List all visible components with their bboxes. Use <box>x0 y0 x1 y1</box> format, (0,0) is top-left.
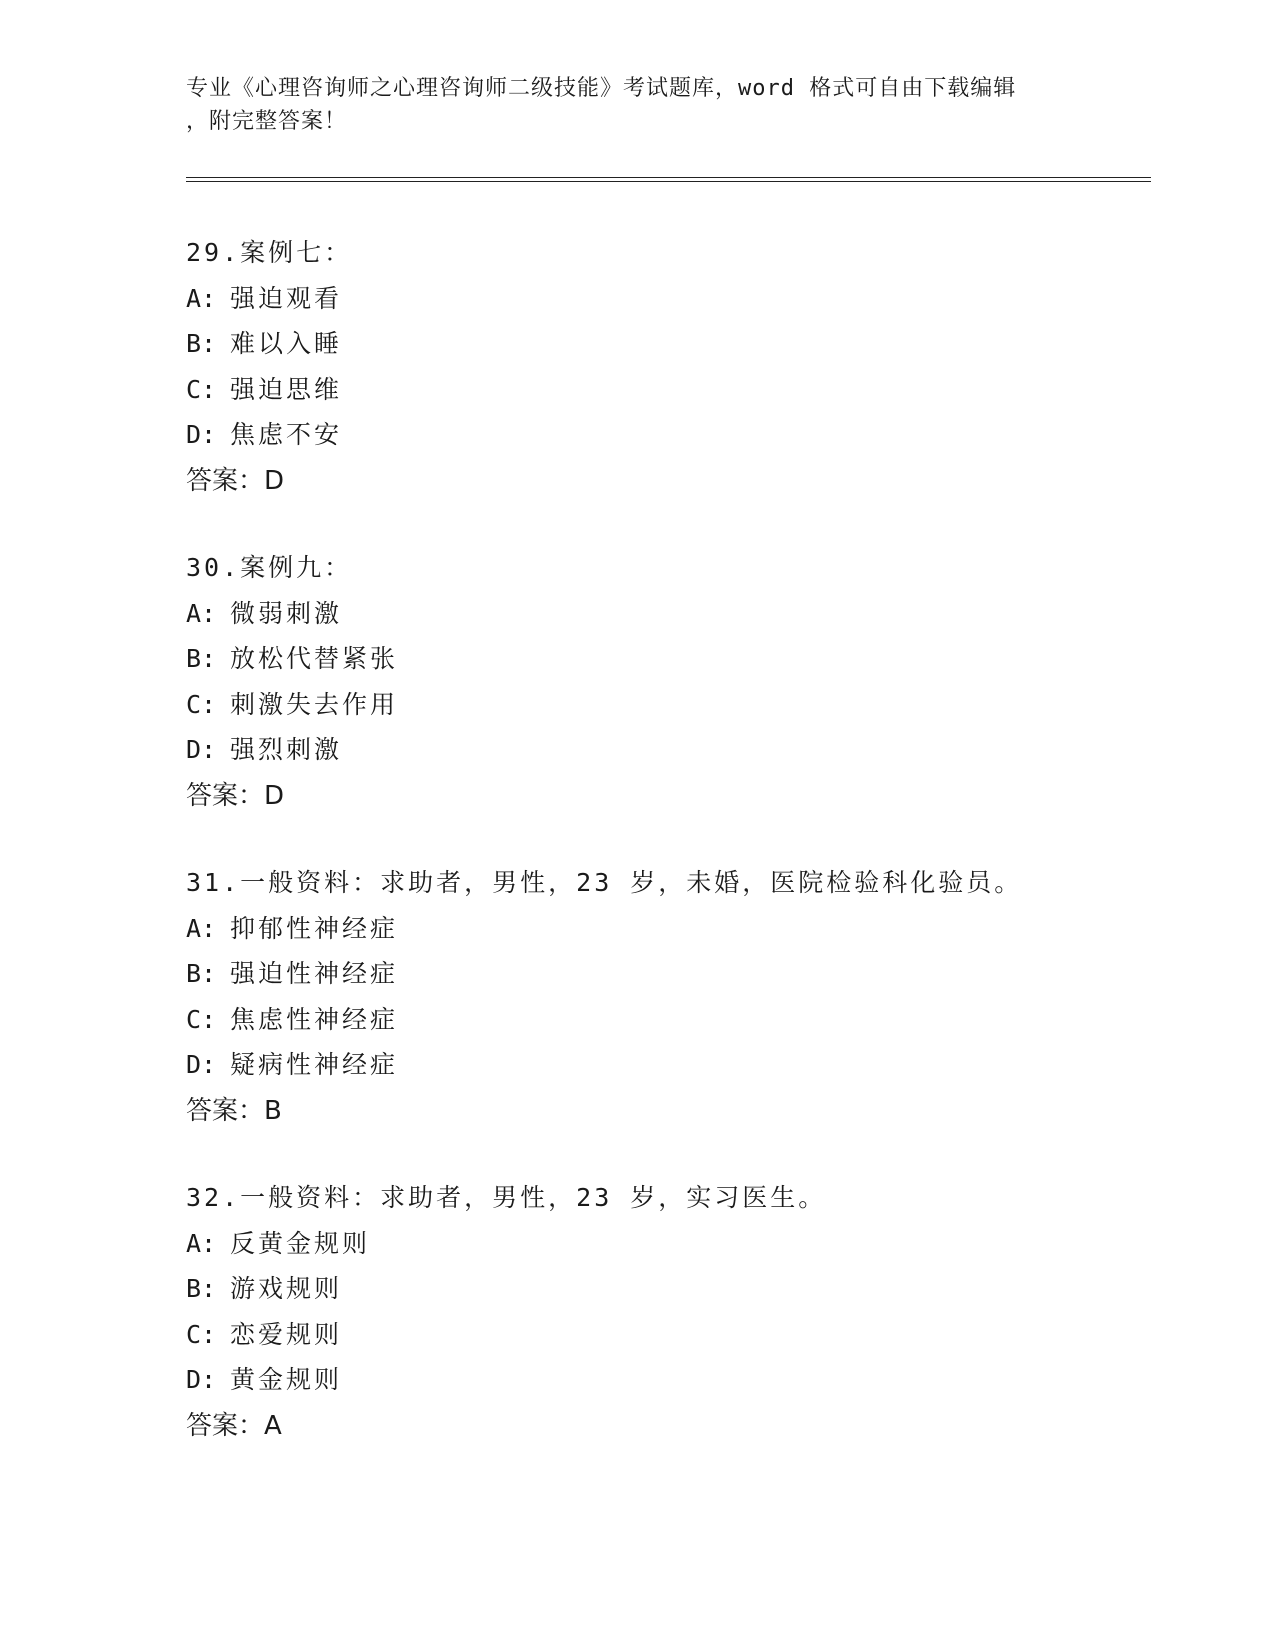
question-stem: 29.案例七： <box>186 238 353 267</box>
option-c <box>186 1312 1186 1358</box>
option-letter: B: <box>186 959 217 988</box>
option-text: 强烈刺激 <box>230 735 343 764</box>
option-text: 反黄金规则 <box>230 1228 371 1258</box>
option-a <box>186 1221 1186 1267</box>
option-letter: D: <box>186 1365 217 1394</box>
option-text: 焦虑不安 <box>230 420 343 449</box>
option-text: 强迫思维 <box>230 374 343 404</box>
option-letter: C: <box>186 374 217 404</box>
header-line-2: ，附完整答案！ <box>186 109 348 134</box>
option-letter: C: <box>186 1319 217 1349</box>
question-block <box>186 230 1186 504</box>
question-block <box>186 860 1186 1134</box>
option-text: 刺激失去作用 <box>230 689 399 719</box>
option-letter: C: <box>186 1004 217 1034</box>
option-letter: A: <box>186 1228 217 1258</box>
header-line-1: 专业《心理咨询师之心理咨询师二级技能》考试题库，word 格式可自由下载编辑 <box>186 76 1017 101</box>
answer-line: 答案：B <box>186 1095 282 1126</box>
option-a <box>186 906 1186 952</box>
option-letter: C: <box>186 689 217 719</box>
header-divider <box>186 177 1151 182</box>
option-d <box>186 1042 1186 1088</box>
option-letter: B: <box>186 644 217 673</box>
question-block <box>186 545 1186 819</box>
option-letter: A: <box>186 283 217 313</box>
question-block <box>186 1175 1186 1449</box>
answer-line: 答案：D <box>186 465 285 496</box>
option-letter: B: <box>186 1274 217 1303</box>
question-stem: 31.一般资料：求助者，男性，23 岁，未婚，医院检验科化验员。 <box>186 868 1023 897</box>
option-c <box>186 367 1186 413</box>
answer-line: 答案：A <box>186 1410 282 1441</box>
option-b <box>186 1266 1186 1312</box>
option-letter: B: <box>186 329 217 358</box>
option-text: 微弱刺激 <box>230 598 343 628</box>
option-c <box>186 682 1186 728</box>
option-letter: A: <box>186 913 217 943</box>
option-d <box>186 1357 1186 1403</box>
option-b <box>186 636 1186 682</box>
option-b <box>186 321 1186 367</box>
option-text: 恋爱规则 <box>230 1319 343 1349</box>
option-text: 抑郁性神经症 <box>230 913 399 943</box>
option-letter: A: <box>186 598 217 628</box>
option-text: 疑病性神经症 <box>230 1050 399 1079</box>
option-letter: D: <box>186 735 217 764</box>
option-text: 强迫性神经症 <box>230 959 399 988</box>
option-text: 难以入睡 <box>230 329 343 358</box>
option-b <box>186 951 1186 997</box>
option-d <box>186 412 1186 458</box>
option-a <box>186 591 1186 637</box>
option-c <box>186 997 1186 1043</box>
option-d <box>186 727 1186 773</box>
answer-line: 答案：D <box>186 780 285 811</box>
option-letter: D: <box>186 1050 217 1079</box>
option-text: 强迫观看 <box>230 283 343 313</box>
option-text: 放松代替紧张 <box>230 644 399 673</box>
option-text: 焦虑性神经症 <box>230 1004 399 1034</box>
option-text: 黄金规则 <box>230 1365 343 1394</box>
document-header <box>186 72 1086 138</box>
option-letter: D: <box>186 420 217 449</box>
option-a <box>186 276 1186 322</box>
question-stem: 30.案例九： <box>186 553 353 582</box>
option-text: 游戏规则 <box>230 1274 343 1303</box>
question-stem: 32.一般资料：求助者，男性，23 岁，实习医生。 <box>186 1183 827 1212</box>
